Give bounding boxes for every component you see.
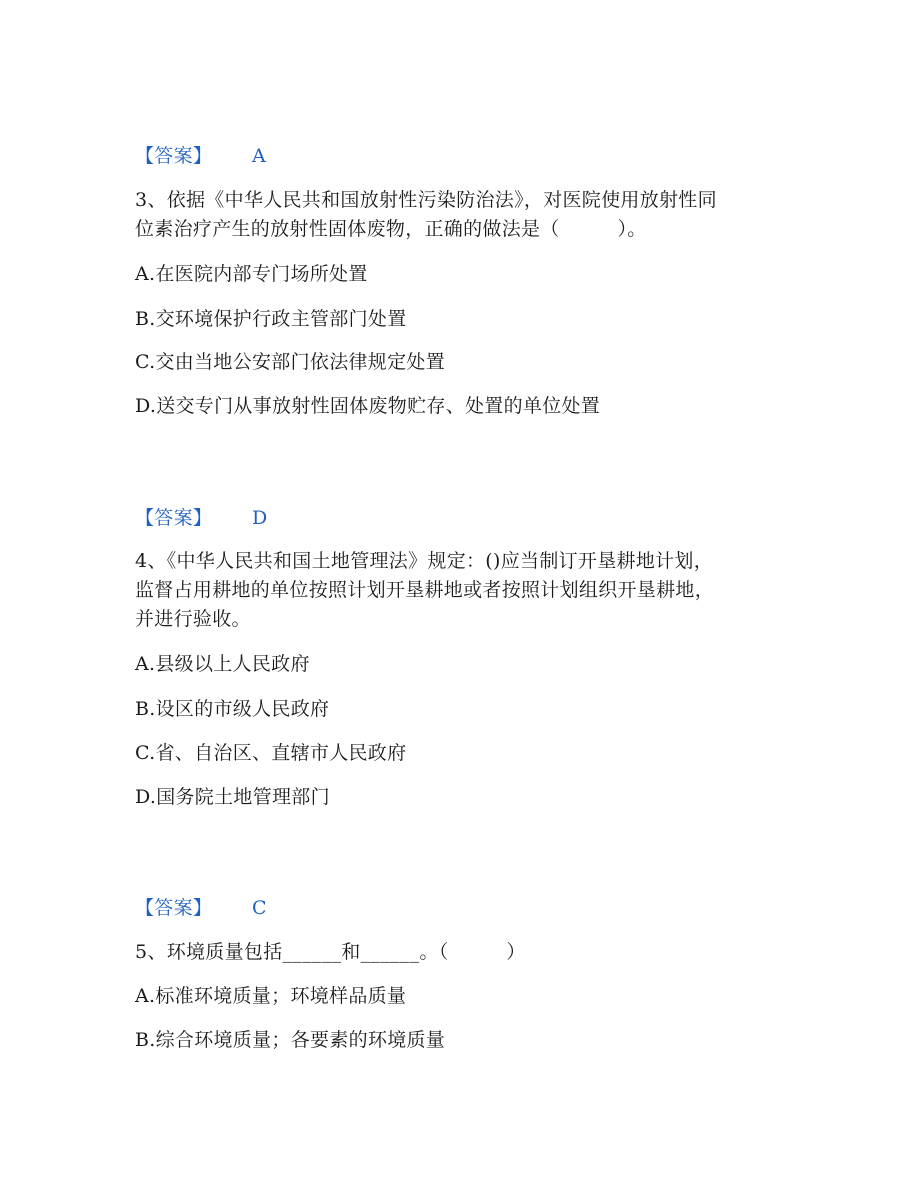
option-c: C.交由当地公安部门依法律规定处置 [135,351,446,373]
option-d: D.国务院土地管理部门 [135,786,330,808]
question-5-stem: 5、环境质量包括______和______。（ ） [135,941,526,963]
answer-row [135,503,268,533]
question-text-line: 位素治疗产生的放射性固体废物，正确的做法是（ ）。 [135,218,647,240]
option-b: B.综合环境质量；各要素的环境质量 [135,1029,446,1051]
answer-label: 【答案】 [135,507,213,529]
question-text-line: 监督占用耕地的单位按照计划开垦耕地或者按照计划组织开垦耕地， [135,579,715,601]
question-text-line: 3、依据《中华人民共和国放射性污染防治法》，对医院使用放射性同 [135,189,717,211]
question-text-line: 4、《中华人民共和国土地管理法》规定：()应当制订开垦耕地计划， [135,550,714,572]
answer-label: 【答案】 [135,145,213,167]
option-a: A.标准环境质量；环境样品质量 [135,985,407,1007]
option-a: A.县级以上人民政府 [135,653,310,675]
answer-value: C [252,897,267,919]
option-d: D.送交专门从事放射性固体废物贮存、处置的单位处置 [135,395,601,417]
option-b: B.设区的市级人民政府 [135,698,330,720]
question-3-stem [135,186,785,244]
option-b: B.交环境保护行政主管部门处置 [135,308,407,330]
option-c: C.省、自治区、直辖市人民政府 [135,742,407,764]
answer-value: A [252,145,267,167]
answer-row [135,141,267,171]
answer-label: 【答案】 [135,897,213,919]
option-a: A.在医院内部专门场所处置 [135,263,368,285]
answer-row [135,893,267,923]
question-text-line: 并进行验收。 [135,608,251,630]
answer-value: D [252,507,268,529]
question-4-stem [135,547,785,634]
